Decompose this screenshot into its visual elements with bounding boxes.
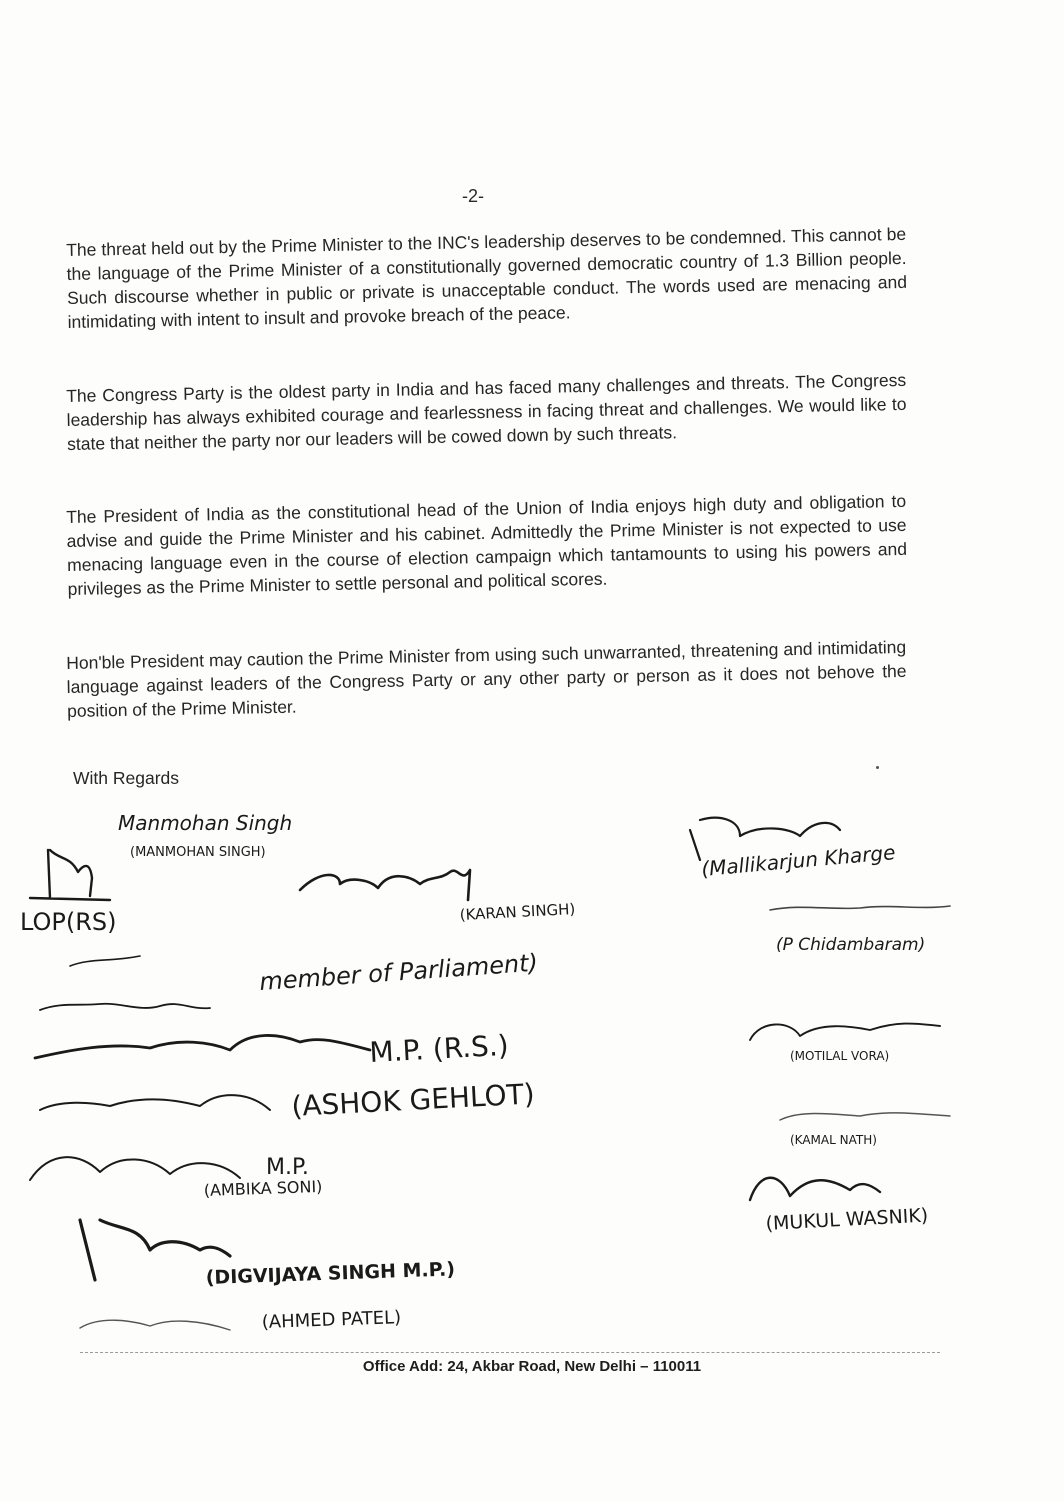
digvijaya-printed-name: (DIGVIJAYA SINGH M.P.) [205,1258,456,1289]
ambika-signature-scribble [30,1157,240,1180]
manmohan-printed-name: (MANMOHAN SINGH) [130,845,266,860]
scan-speck [876,766,879,769]
chidambaram-signature-scribble [770,906,950,910]
gehlot-printed-name: (ASHOK GEHLOT) [290,1077,536,1123]
anand-signature-scribble [35,1035,370,1058]
ahmed-printed-name: (AHMED PATEL) [261,1307,402,1333]
karan-signature-scribble [300,870,470,900]
manmohan-signature-mark [30,850,110,900]
footer-divider [80,1352,940,1353]
closing-regards: With Regards [73,768,180,788]
kamalnath-signature-scribble [780,1113,950,1120]
wasnik-signature-scribble [750,1178,880,1200]
manmohan-written-name: Manmohan Singh [118,811,293,835]
gehlot-signature-scribble [40,1095,270,1110]
ambika-printed-name: (AMBIKA SONI) [203,1176,323,1200]
kamalnath-printed-name: (KAMAL NATH) [790,1133,877,1147]
anand-mp-note: M.P. (R.S.) [368,1028,510,1069]
footer-address: Office Add: 24, Akbar Road, New Delhi – 110011 [362,1358,702,1375]
karan-printed-name: (KARAN SINGH) [459,899,576,924]
page-number: -2- [462,186,484,206]
wasnik-printed-name: (MUKUL WASNIK) [765,1204,929,1235]
kharge-written-name: (Mallikarjun Kharge [700,840,897,881]
vora-printed-name: (MOTILAL VORA) [790,1049,890,1063]
paragraph-request: Hon'ble President may caution the Prime Minister from using such unwarranted, threatening and intimidating language against leaders of the Congress Party or any other party or person as it does not behove the position of the Prime Minister. [66,636,907,721]
paragraph-congress-party: The Congress Party is the oldest party in India and has faced many challenges and threats. The Congress leadership has always exhibited courage and fearlessness in facing threat and challenges. We would like to state that neither the party nor our leaders will be cowed down by such threats. [66,369,907,454]
signature-block [0,780,1064,1350]
paragraph-threat: The threat held out by the Prime Minister to the INC's leadership deserves to be condemned. This cannot be the language of the Prime Minister of a constitutionally governed democratic country of 1.3 Billion people. Such discourse whether in public or private is unacceptable conduct. The words used are menacing and intimidating with intent to insult and provoke breach of the peace. [66,223,908,332]
chidambaram-written-name: (P Chidambaram) [776,935,926,955]
vora-signature-scribble [750,1024,940,1041]
antony-member-note: member of Parliament) [258,948,539,996]
ambika-mp-note: M.P. [266,1155,309,1180]
ahmed-signature-scribble [80,1320,230,1330]
lop-rs-note: LOP(RS) [20,908,117,936]
antony-signature-scribble [40,1004,210,1010]
paragraph-president-duty: The President of India as the constitutional head of the Union of India enjoys high duty and obligation to advise and guide the Prime Minister and his cabinet. Admittedly the Prime Minister is not expected to use menacing language even in the course of election campaign which tantamounts to using his powers and privileges as the Prime Minister to settle personal and political scores. [66,490,908,599]
